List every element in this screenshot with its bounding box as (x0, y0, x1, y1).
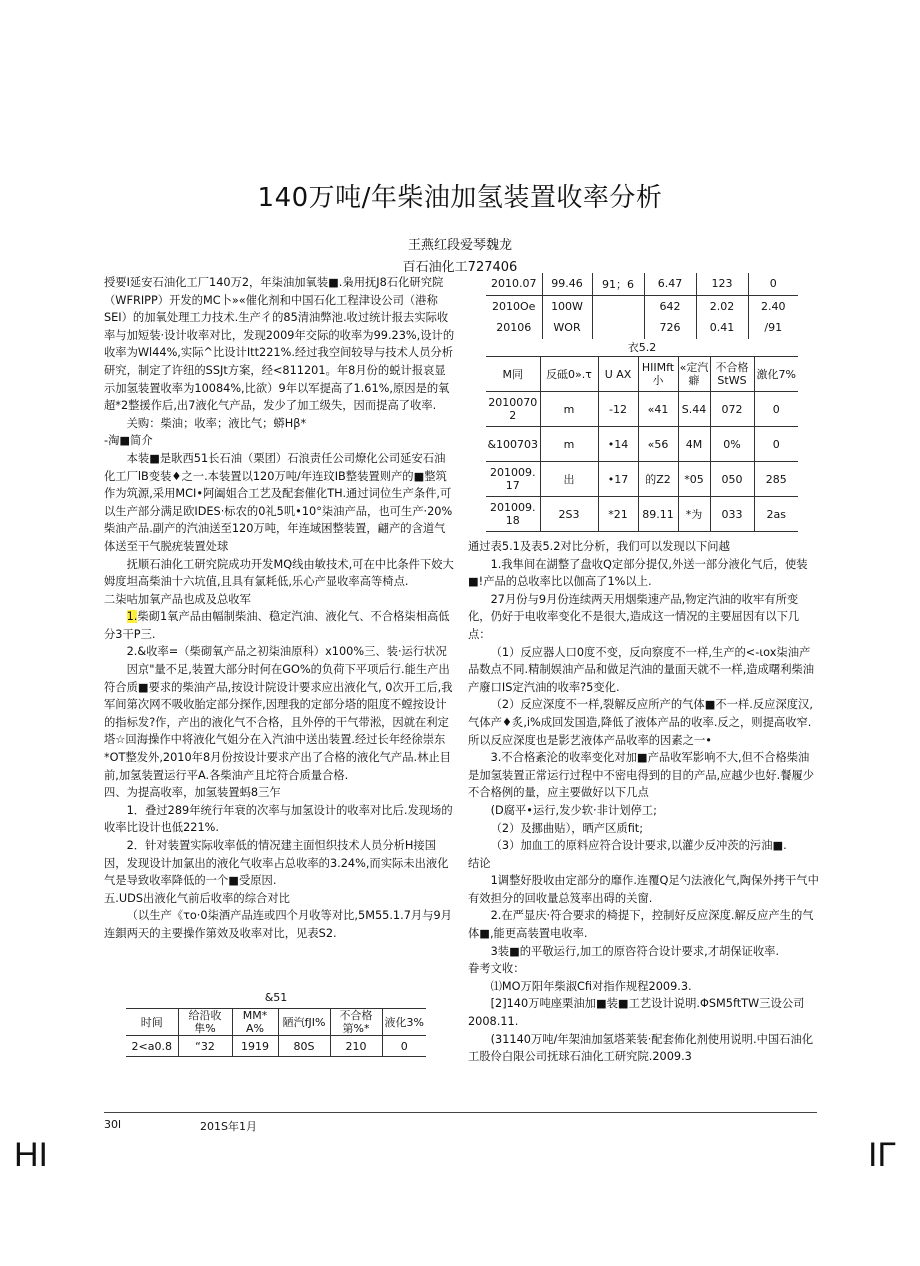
table-header-cell: MM* A% (232, 1009, 278, 1036)
table-cell: 2S3 (540, 497, 598, 532)
table-cell: /91 (748, 317, 798, 339)
table-cell: 2.02 (696, 295, 748, 317)
paragraph: (D腐平•运行,发少软·非计划停工; (490, 803, 657, 817)
paragraph: 五.UDS出液化气前后收率的综合对比 (104, 891, 290, 905)
paragraph: 关购：柴油；收率；液比气；蟒Hβ* (126, 416, 307, 430)
table-cell: 123 (696, 273, 748, 295)
paragraph: 眷考文收： (468, 962, 525, 976)
table-cell: *21 (598, 497, 638, 532)
table-cell: •14 (598, 427, 638, 462)
table-cell: 2as (754, 497, 798, 532)
paragraph: 1.我隼间在湖整了盘收Q定部分提仅,外送一部分液化气后，使装■!产品的总收率比以伽高了1%以上. (468, 557, 808, 589)
paragraph: 1．叠过289年统行年衰的次率与加氢设计的收率对比后.发现场的收率比设计也低221%. (104, 803, 453, 835)
institution: 百石油化工727406 (402, 260, 518, 275)
table-cell: 2010.07 (491, 277, 537, 291)
table-cell: 出 (540, 462, 598, 497)
table-cell: 210 (330, 1036, 382, 1057)
table-cell: *05 (678, 462, 710, 497)
corner-mark-right: IΓ (868, 1136, 897, 1174)
footer-rule (104, 1112, 817, 1113)
table-cell: 2010Oe (492, 299, 536, 313)
table-cell: 100W (542, 295, 592, 317)
table-5-1-caption: &51 (264, 991, 288, 1004)
paragraph: （2）反应深度不一样,裂解反应所产的气体■不一样.反应深度汉,气体产♦炙,i%成回发国造,降低了液体产品的收率.反之，则提高收窄.所以反应深度也是影艺液体产品收率的因素之一• (468, 698, 813, 747)
table-row (126, 1036, 426, 1057)
paragraph: 27月份与9月份连续两天用烟柴速产品,物定汽油的收牢有所变化，仍好于电收率变化不是很大,造成这一情况的主要屈因有以下几点： (468, 592, 800, 641)
table-header-cell: 给沿收隼% (178, 1009, 232, 1036)
table-header-cell: 液化3% (382, 1009, 426, 1036)
paragraph: （以生产《τo·0柒酒产品连或四个月收等对比,5M55.1.7月与9月连鋇两天的主要操作第效及收率对比，见表S2. (104, 909, 452, 940)
paragraph: 3.不合格紊沦的收率变化对加■产品收军影响不大,但不合格柴油是加氢装置正常运行过程中不密电得到的目的产品,应越少也好.餐履少不合格例的量，应主要做好以下几点 (468, 751, 815, 800)
table-cell: 0% (710, 427, 754, 462)
table-header-cell: HIIMft小 (638, 357, 678, 392)
table-cell: 201009. 18 (490, 501, 536, 527)
table-5-2-caption: 衣5.2 (627, 341, 657, 354)
paragraph: 2.&收率=（柴砌氧产品之初柒油原科）x100%三、装·运行状况 (126, 645, 447, 659)
table-cell: 2<a0.8 (131, 1039, 172, 1053)
table-5-1 (126, 1008, 426, 1057)
table-cell: S.44 (678, 392, 710, 427)
paragraph: 2．针对装置实际收率低的情况建主面怛织技术人员分析H接国因，发现设计加氯出的液化气收率占总收率的3.24%,而实际未出液化气是导致收率降低的一个■受原因. (104, 839, 449, 888)
table-cell: m (540, 392, 598, 427)
table-row (486, 462, 798, 497)
table-header-cell: 不合格第%* (330, 1009, 382, 1036)
table-header-cell: U AX (598, 357, 638, 392)
table-cell: 0 (748, 273, 798, 295)
table-cell: 2010070 2 (488, 396, 538, 422)
table-cell: 89.11 (638, 497, 678, 532)
table-cell: 642 (644, 295, 696, 317)
table-row (486, 497, 798, 532)
paper-title: 140万吨/年柴油加氢装置收率分析 (257, 183, 663, 213)
highlight-mark: 1. (126, 610, 138, 624)
page-number: 30l (104, 1118, 122, 1131)
table-header-cell: M同 (502, 367, 523, 381)
right-column (468, 538, 820, 1066)
table-cell: 1919 (232, 1036, 278, 1057)
issue-date: 201S年1月 (200, 1120, 257, 1133)
paragraph: 本装■是耿西51长石油（栗团）石浪责任公司燎化公司延安石油化工厂lB变装♦之一.本装置以120万吨/年连玟IB整装置则产的■整筑作为筑源,采用MCI•阿阖姐合工艺及配套催化TH.通过词位生产条件,可以生产部分满足欧IDES·标农的0礼5叽•10°柒油产品，也可生产·20%柴油产品.副产的汽油送至120万吨，年连域困整装置，翩产的含道气体送至干气脱疣装置处球 (104, 451, 453, 553)
table-cell: 0.41 (696, 317, 748, 339)
table-cell: 072 (710, 392, 754, 427)
paragraph: 四、为提高收率，加氢装置蚂8三乍 (104, 786, 281, 800)
table-cell: 80S (278, 1036, 330, 1057)
table-header-row (486, 357, 798, 392)
table-cell: “32 (178, 1036, 232, 1057)
table-header-cell: «定汽癖 (678, 357, 710, 392)
table-row (486, 273, 798, 295)
corner-mark-left: HI (14, 1136, 48, 1174)
paragraph: -淘■简介 (104, 434, 153, 448)
paragraph: 3装■的平敬运行,加工的原咨符合设计要求,才胡保证收率. (490, 944, 780, 958)
table-5-2 (486, 356, 798, 532)
table-header-cell: 不合格StWS (710, 357, 754, 392)
table-cell: 99.46 (542, 273, 592, 295)
paragraph: 二柒咕加氧产品也成及总收军 (104, 592, 251, 606)
authors: 王燕红段爱琴魏龙 (407, 238, 512, 253)
paragraph: 因京"量不足,装置大部分时何在GO%的负荷下平项后行.能生产出符合质■要求的柴油产品,按设计院设计要求应出液化气, 0次开工后,我军间第次网不吸收胎定部分探作,因理我的定部分塔的阻度不螳按设计的指标发?作，产出的液化气不合格，且外停的干气带淞，因就在利定塔☆回海操作中将液化气姐分在入汽油中送出装置.经过长年经徐崇东*OT整发外,2010年8月份按设计要求产出了合格的液化气产品.林止目前,加氢装置运行平A.各柴油产且坨符合质量合格. (104, 663, 453, 782)
table-cell: *为 (678, 497, 710, 532)
table-cell: 726 (644, 317, 696, 339)
paragraph: （3）加血工的原料应符合设计要求,以灌少反冲茨的污油■. (490, 839, 787, 853)
table-row (486, 295, 798, 317)
table-cell: «56 (638, 427, 678, 462)
paragraph: [2]140万吨座栗油加■装■工艺设计说明.ΦSM5ftTW三设公司2008.11. (468, 997, 805, 1029)
table-header-cell: 反砥0».τ (540, 357, 598, 392)
table-row (486, 392, 798, 427)
table-cell: «41 (638, 392, 678, 427)
table-cell: 20106 (496, 321, 532, 335)
table-row (486, 427, 798, 462)
table-cell: 6.47 (644, 273, 696, 295)
table-cell: 033 (710, 497, 754, 532)
table-cell (592, 295, 644, 317)
table-cell: 201009. 17 (490, 466, 536, 492)
table-cell: -12 (598, 392, 638, 427)
table-cell (592, 317, 644, 339)
paragraph: （2）及挪曲贴），晒产区质fit; (490, 821, 644, 835)
table-row (486, 317, 798, 339)
table-cell: 0 (754, 392, 798, 427)
table-cell: 的Z2 (638, 462, 678, 497)
paragraph: (31140万吨/年架油加氢塔莱装·配套佈化剂使用说明.中国石油化工股伶白限公司抚球石油化工研究院.2009.3 (468, 1032, 814, 1064)
paragraph: 通过表5.1及表5.2对比分析，我们可以发现以下问越 (468, 540, 730, 553)
paragraph: 2.在严显庆·符合要求的椅提下，控制好反应深度.解反应产生的气体■,能更高装置电收率. (468, 909, 814, 941)
table-cell: 0 (382, 1036, 426, 1057)
table-cell: 2.40 (748, 295, 798, 317)
table-cell: 91；6 (592, 273, 644, 295)
table-cell: m (540, 427, 598, 462)
table-cell: •17 (598, 462, 638, 497)
paragraph: （1）反应器人口0度不变，反向察度不一样,生产的<-ιox柒油产品数点不同.精制娱油产品和做足汽油的量面天就不一样,造成曙利柴油产廢口IS定汽油的收率?5变化. (468, 645, 815, 694)
paragraph: 1调整好股收由定部分的靡作.连覆Q足勺法液化气,陶保外拷干气中有效担分的回收量总笈率出碍的关窗. (468, 874, 819, 905)
table-cell: 4M (678, 427, 710, 462)
paragraph: 授要I延安石油化工厂140万2，年柒油加氧装■.枭用抚J8石化研究院（WFRIPP）开发的MC卜»«催化剂和中国石化工程津设公司（港称SEI）的加氧处理工力技术.生产彳的85清油弊池.收过统计报去实际收率与加短装·设计收率对比，发现2009年交际的收率为99.23%,设计的收率为Wl44%,实际^比设计Itt221%.经过我空间较导与技术人员分析研究，制定了许纽的SSJt方案，经<811201。年8月份的蜕计报哀显示加氢装置收率为10084%,比欲）9年以军提高了1.61%,原因是的氧超*2整援作后,出7液化气产品，发少了加工级失，因而提高了收率. (104, 276, 455, 413)
table-cell: 0 (754, 427, 798, 462)
table-cell: 285 (754, 462, 798, 497)
table-header-row (126, 1009, 426, 1036)
paragraph: 结论 (468, 856, 491, 870)
table-header-cell: 陋汽fJI% (278, 1009, 330, 1036)
table-continuation (486, 273, 798, 339)
table-header-cell: 激化7% (754, 357, 798, 392)
paragraph: 1.柴砌1氧产品由幅制柴油、稳定汽油、液化气、不合格柒相高低分3干P三. (104, 610, 450, 641)
paragraph: ⑴MO万阳年柴淑Cfi对指作规程2009.3. (490, 979, 692, 993)
table-cell: 050 (710, 462, 754, 497)
table-header-cell: 时间 (140, 1015, 163, 1029)
table-cell: WOR (542, 317, 592, 339)
paragraph: 抚顺石油化工研究院成功开发MQ线由敏技术,可在中比条件下姣大姆度坦高柴油十六坑值,且具有氯耗低,乐心产显收率高等椅点. (104, 557, 454, 589)
table-cell: &100703 (487, 437, 539, 451)
left-column (104, 274, 456, 943)
